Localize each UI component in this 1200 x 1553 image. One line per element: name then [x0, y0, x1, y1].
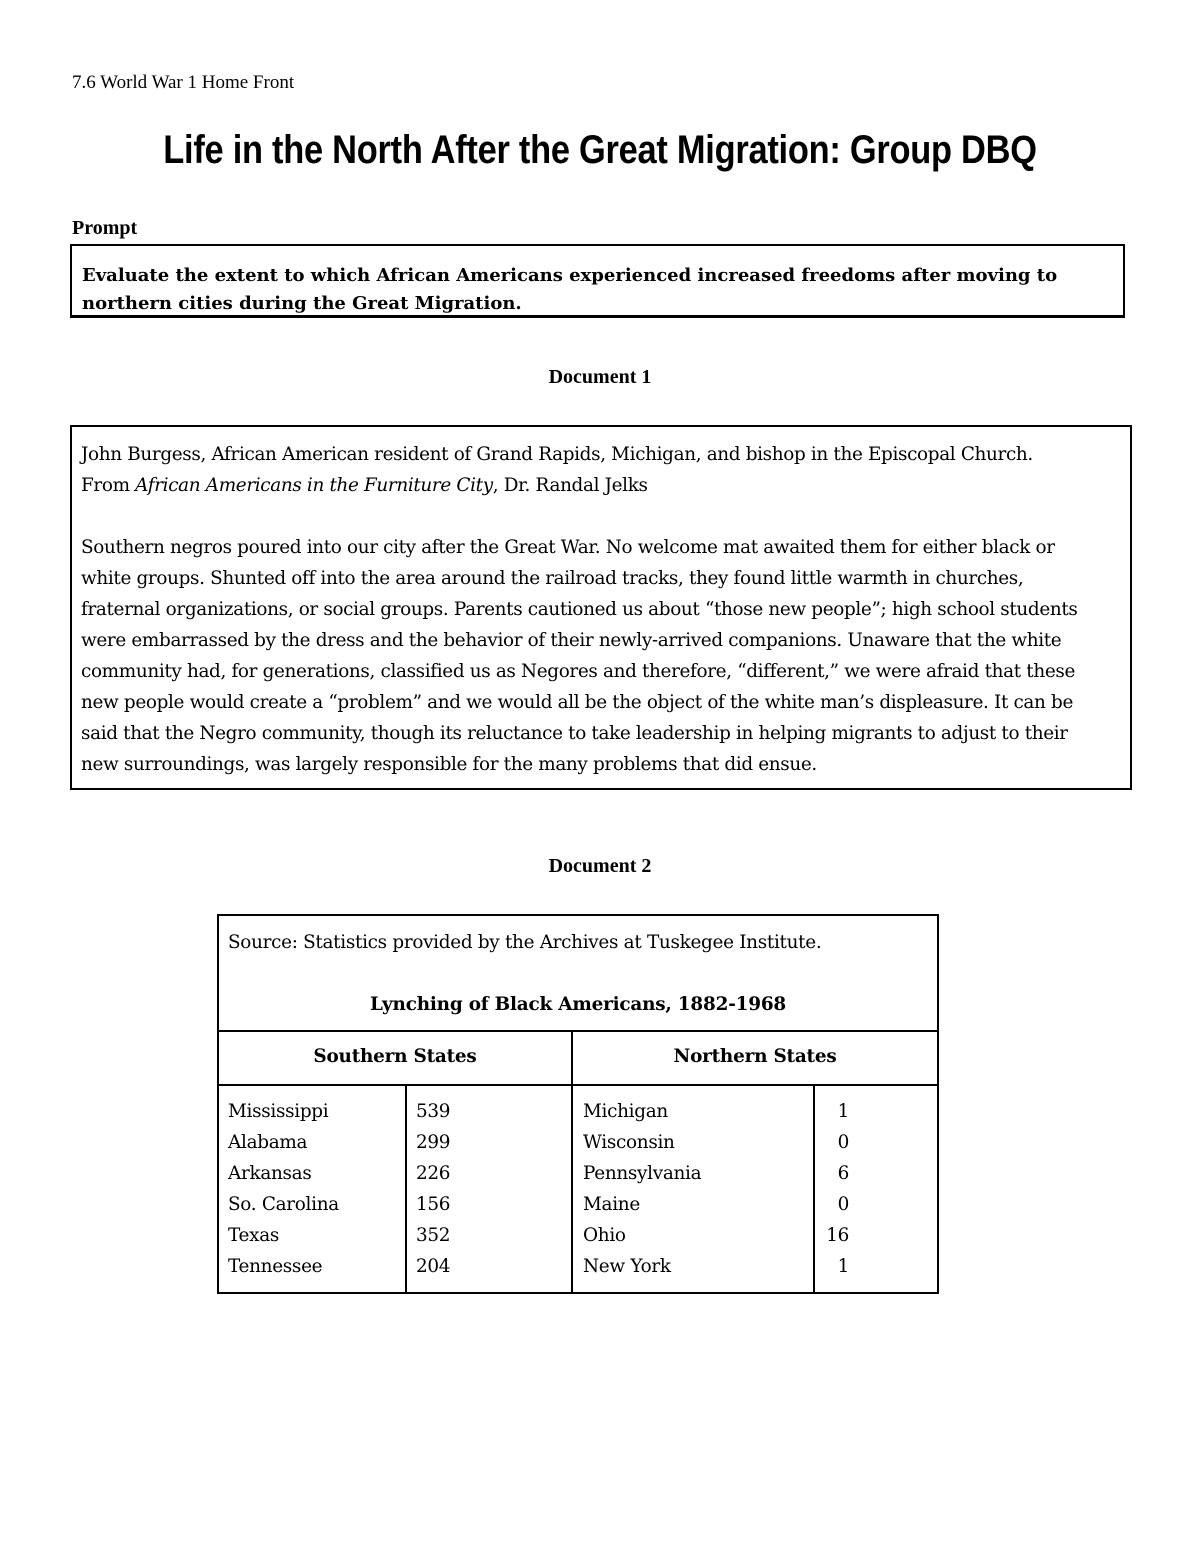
citation-from: From [81, 475, 136, 496]
northern-state-column [583, 1096, 803, 1282]
document1-body-line: white groups. Shunted off into the area around the railroad tracks, they found little warmth in churches, [81, 568, 1024, 589]
document1-citation [81, 470, 1130, 501]
northern-state: New York [583, 1256, 671, 1277]
northern-count-column [815, 1096, 849, 1282]
document1-source-line: John Burgess, African American resident of Grand Rapids, Michigan, and bishop in the Episcopal Church. [81, 444, 1033, 465]
southern-count: 156 [416, 1194, 451, 1215]
prompt-label: Prompt [72, 217, 138, 239]
southern-state: Tennessee [228, 1256, 323, 1277]
northern-count: 16 [826, 1225, 849, 1246]
table-divider [571, 1030, 573, 1292]
northern-state: Pennsylvania [583, 1163, 702, 1184]
southern-count-column [416, 1096, 556, 1282]
southern-states-header: Southern States [313, 1046, 477, 1067]
northern-states-header: Northern States [673, 1046, 837, 1067]
document1-body-line: Southern negros poured into our city after the Great War. No welcome mat awaited them for either black or [81, 537, 1055, 558]
document1-body-line: were embarrassed by the dress and the behavior of their newly-arrived companions. Unaware that the white [81, 630, 1062, 651]
southern-count: 226 [416, 1163, 451, 1184]
southern-state: Arkansas [228, 1163, 312, 1184]
lynching-table [217, 914, 939, 1294]
table-divider [219, 1030, 937, 1032]
table-title: Lynching of Black Americans, 1882-1968 [369, 994, 787, 1015]
southern-state: So. Carolina [228, 1194, 339, 1215]
northern-state: Michigan [583, 1101, 668, 1122]
southern-state: Texas [228, 1225, 279, 1246]
northern-count: 1 [837, 1101, 849, 1122]
document1-body-line: new people would create a “problem” and we would all be the object of the white man’s displeasure. It can be [81, 692, 1073, 713]
prompt-box [70, 244, 1125, 318]
page-title: Life in the North After the Great Migration: Group DBQ [163, 128, 1037, 172]
southern-state: Alabama [228, 1132, 308, 1153]
northern-count: 6 [837, 1163, 849, 1184]
table-source: Source: Statistics provided by the Archives at Tuskegee Institute. [228, 932, 822, 953]
document1-body-line: new surroundings, was largely responsible for the many problems that did ensue. [81, 754, 817, 775]
southern-count: 539 [416, 1101, 451, 1122]
prompt-text-line: Evaluate the extent to which African Americans experienced increased freedoms after moving to [82, 265, 1058, 286]
document1-body-line: community had, for generations, classified us as Negores and therefore, “different,” we were afraid that these [81, 661, 1075, 682]
northern-state: Maine [583, 1194, 640, 1215]
southern-state: Mississippi [228, 1101, 329, 1122]
southern-count: 299 [416, 1132, 451, 1153]
northern-state: Ohio [583, 1225, 626, 1246]
northern-state: Wisconsin [583, 1132, 675, 1153]
southern-count: 352 [416, 1225, 451, 1246]
course-label: 7.6 World War 1 Home Front [72, 72, 295, 93]
document2-heading: Document 2 [548, 855, 652, 877]
citation-book-title: African Americans in the Furniture City [135, 475, 493, 496]
southern-count: 204 [416, 1256, 451, 1277]
document1-body-line: fraternal organizations, or social groups. Parents cautioned us about “those new people”; high school students [81, 599, 1078, 620]
document1-box [70, 425, 1132, 790]
table-divider [219, 1084, 937, 1086]
northern-count: 1 [837, 1256, 849, 1277]
citation-author: , Dr. Randal Jelks [492, 475, 648, 496]
table-divider [405, 1084, 407, 1292]
northern-count: 0 [837, 1194, 849, 1215]
document1-heading: Document 1 [548, 366, 652, 388]
document1-body-line: said that the Negro community, though its reluctance to take leadership in helping migrants to adjust to their [81, 723, 1068, 744]
southern-state-column [228, 1096, 398, 1282]
northern-count: 0 [837, 1132, 849, 1153]
prompt-text-line: northern cities during the Great Migration. [82, 293, 522, 314]
